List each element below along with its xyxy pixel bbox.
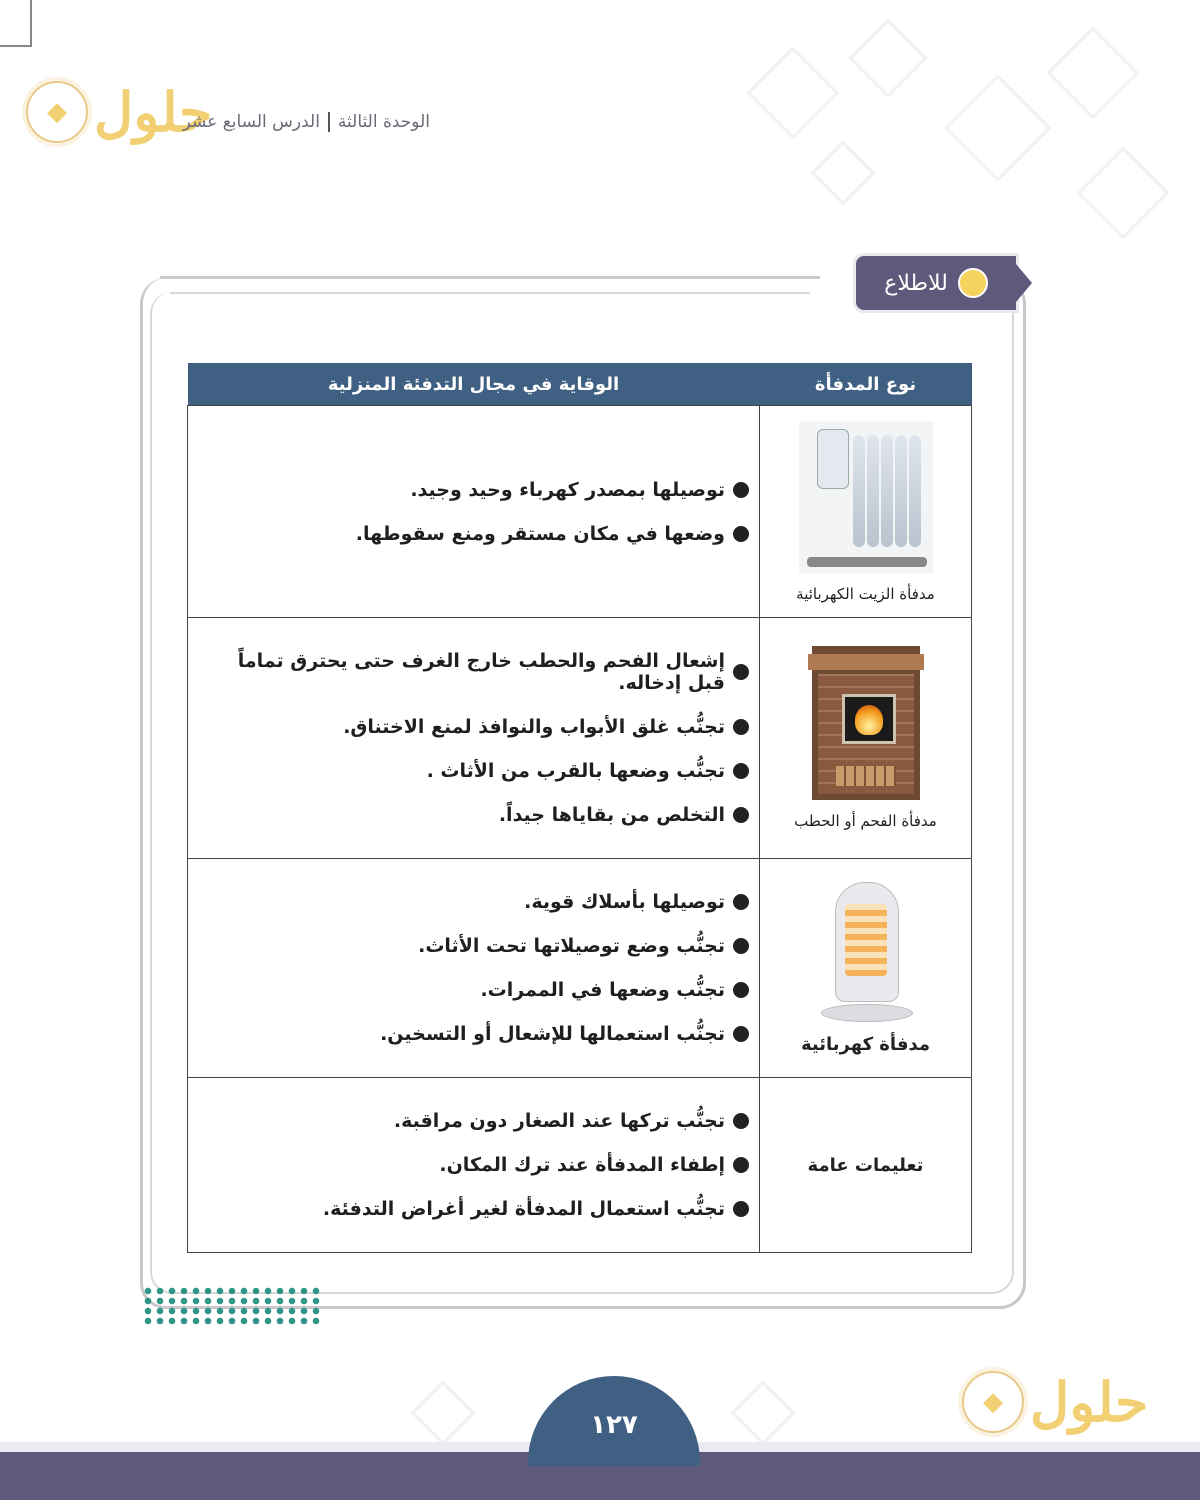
list-item: [208, 979, 749, 1001]
prevention-cell: [188, 618, 760, 859]
bullet-icon: [733, 664, 749, 680]
heater-base: [807, 557, 927, 567]
list-item: [208, 1198, 749, 1220]
heater-fin: [853, 435, 865, 547]
breadcrumb-divider: [328, 112, 330, 132]
bullet-icon: [733, 482, 749, 498]
rule-text: توصيلها بأسلاك قوية.: [524, 891, 725, 913]
heater-type-cell: [760, 859, 972, 1078]
rule-text: إشعال الفحم والحطب خارج الغرف حتى يحترق تماماً قبل إدخاله.: [237, 650, 725, 694]
fireplace-opening: [842, 694, 896, 744]
crop-mark: [0, 0, 32, 47]
rule-text: تجنُّب وضعها بالقرب من الأثاث .: [426, 760, 725, 782]
decor-square: [810, 140, 875, 205]
heater-grill: [845, 904, 887, 976]
header-prevention: الوقاية في مجال التدفئة المنزلية: [188, 363, 760, 406]
bullet-icon: [733, 526, 749, 542]
heater-type-label: مدفأة الزيت الكهربائية: [796, 584, 935, 603]
decor-square: [1046, 26, 1139, 119]
ministry-dots-logo: [142, 1286, 320, 1326]
heater-safety-table: [187, 363, 972, 1253]
rule-text: وضعها في مكان مستقر ومنع سقوطها.: [355, 522, 725, 545]
decor-square: [944, 74, 1051, 181]
table-header-row: [188, 363, 972, 406]
heater-type-label: مدفأة الفحم أو الحطب: [794, 812, 937, 830]
list-item: [208, 760, 749, 782]
rule-text: تجنُّب استعمال المدفأة لغير أغراض التدفئة.: [322, 1198, 725, 1220]
bullet-icon: [733, 1113, 749, 1129]
heater-fin: [881, 435, 893, 547]
bullet-icon: [733, 938, 749, 954]
book-icon: ◆: [26, 81, 88, 143]
page-number-badge: [528, 1376, 700, 1466]
decor-square: [730, 1380, 795, 1445]
watermark-text: حلول: [94, 80, 213, 144]
decor-square: [1076, 146, 1169, 239]
heater-type-label: تعليمات عامة: [807, 1154, 924, 1176]
heater-stand: [821, 1004, 913, 1022]
table-row: [188, 618, 972, 859]
book-icon: ◆: [962, 1371, 1024, 1433]
rule-text: التخلص من بقاياها جيداً.: [498, 804, 725, 826]
list-item: [208, 1154, 749, 1176]
fireplace-image: [812, 646, 920, 800]
list-item: [208, 891, 749, 913]
breadcrumb: [140, 112, 430, 132]
list-item: [208, 479, 749, 501]
rule-text: توصيلها بمصدر كهرباء وحيد وجيد.: [410, 478, 725, 501]
oil-heater-image: [799, 421, 933, 573]
bullet-icon: [733, 982, 749, 998]
bullet-icon: [733, 719, 749, 735]
heater-type-label: مدفأة كهربائية: [800, 1033, 931, 1055]
list-item: [208, 716, 749, 738]
bullet-icon: [733, 894, 749, 910]
heater-type-cell: [760, 618, 972, 859]
list-item: [208, 1023, 749, 1045]
lightbulb-book-icon: [958, 268, 988, 298]
heater-fin: [867, 435, 879, 547]
bullet-icon: [733, 1026, 749, 1042]
prevention-cell: [188, 406, 760, 618]
heater-fin: [909, 435, 921, 547]
watermark-logo: [962, 1370, 1148, 1434]
list-item: [208, 523, 749, 545]
rule-text: إطفاء المدفأة عند ترك المكان.: [439, 1154, 725, 1176]
flame-icon: [855, 705, 883, 735]
prevention-cell: [188, 1078, 760, 1253]
heater-type-cell: [760, 406, 972, 618]
heater-fin: [895, 435, 907, 547]
rule-text: تجنُّب استعمالها للإشعال أو التسخين.: [380, 1023, 725, 1045]
rule-text: تجنُّب وضعها في الممرات.: [480, 979, 725, 1001]
decor-square: [848, 18, 927, 97]
bullet-icon: [733, 763, 749, 779]
prevention-cell: [188, 859, 760, 1078]
list-item: [208, 650, 749, 694]
list-item: [208, 1110, 749, 1132]
decor-square: [410, 1380, 475, 1445]
list-item: [208, 935, 749, 957]
lesson-label: الدرس السابع عشر: [182, 112, 320, 132]
rule-text: تجنُّب تركها عند الصغار دون مراقبة.: [393, 1110, 725, 1132]
table-row: [188, 1078, 972, 1253]
fireplace-logs: [836, 766, 896, 786]
page-number: ١٢٧: [590, 1410, 638, 1440]
table-row: [188, 406, 972, 618]
header-heater-type: نوع المدفأة: [760, 363, 972, 406]
fireplace-mantle: [808, 654, 924, 670]
list-item: [208, 804, 749, 826]
heater-type-cell: [760, 1078, 972, 1253]
unit-label: الوحدة الثالثة: [337, 112, 430, 132]
rule-text: تجنُّب غلق الأبواب والنوافذ لمنع الاختناق.: [343, 716, 725, 738]
info-tag-label: للاطلاع: [884, 270, 948, 296]
heater-panel: [817, 429, 849, 489]
bullet-icon: [733, 1157, 749, 1173]
rule-text: تجنُّب وضع توصيلاتها تحت الأثاث.: [418, 935, 725, 957]
bullet-icon: [733, 1201, 749, 1217]
watermark-text: حلول: [1030, 1370, 1149, 1434]
table-row: [188, 859, 972, 1078]
decor-square: [746, 46, 839, 139]
bullet-icon: [733, 807, 749, 823]
electric-heater-image: [821, 882, 911, 1022]
info-tag: [856, 256, 1016, 310]
